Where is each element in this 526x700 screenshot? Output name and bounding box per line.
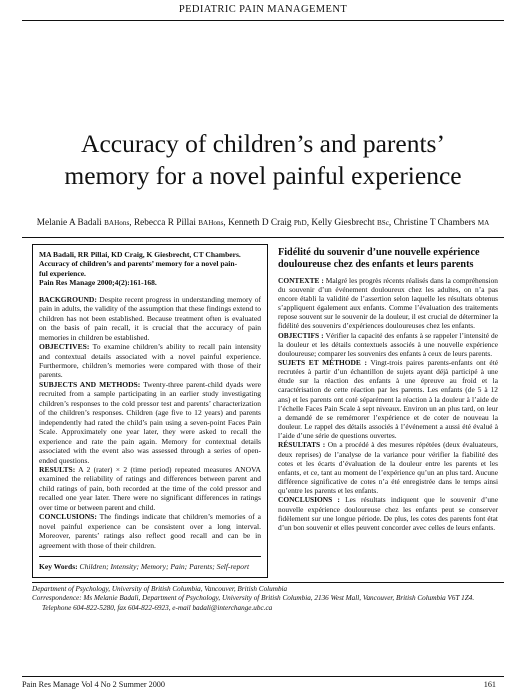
author-degree: BSc: [376, 219, 389, 227]
footnote-rule: [32, 582, 504, 583]
journal-footer: Pain Res Manage Vol 4 No 2 Summer 2000: [22, 680, 165, 689]
abstract-text: A 2 (rater) × 2 (time period) repeated measures ANOVA examined the reliability of ratings and differences between parent and child ratings of pain, both recorded at the time of the cold pressor and recalled one year later. There were no significant differences in ratings over time or between parent and child.: [39, 464, 261, 512]
abstract-text: To examine children’s ability to recall pain intensity and contextual details associated with a novel painful experience. Furthermore, children’s memories were compared with those of their parents.: [39, 342, 261, 380]
citation-line: Pain Res Manage 2000;4(2):161-168.: [39, 278, 157, 288]
french-label: RÉSULTATS :: [278, 440, 326, 450]
abstract-label: OBJECTIVES:: [39, 342, 90, 352]
french-label: CONCLUSIONS :: [278, 495, 340, 505]
author-name: Kenneth D Craig: [228, 218, 292, 228]
french-text: Malgré les progrès récents réalisés dans la compréhension du souvenir d’un événement douloureux chez les adultes, on n’a pas encore établi la validité de l’assertion selon laquelle les résultats obtenus s’appliquent également aux enfants. Comme l’évaluation des traitements repose souvent sur le souvenir de la douleur, il est crucial de déterminer la fidélité des souvenirs d’expériences douloureuses chez les enfants.: [278, 275, 498, 331]
abstract-objectives: [39, 342, 261, 380]
abstract-text: Twenty-three parent-child dyads were recruited from a sample participating in an earlier study investigating children’s responses to the cold pressor test and parents’ characterization of the children’s responses. Children (age five to 12 years) and parents independently had rated the child’s pain using a seven-point Faces Pain Scale. Approximately one year later, they were asked to recall the experience and rate the pain again. Memory for contextual details associated with the event also was assessed through a series of open-ended questions.: [39, 379, 262, 465]
abstract-results: [39, 465, 261, 512]
author-name: Christine T Chambers: [393, 218, 476, 228]
french-contexte: [278, 276, 498, 331]
header-rule: [22, 20, 504, 21]
keywords-label: Key Words:: [39, 562, 78, 572]
authors-rule: [22, 237, 504, 238]
abstract-label: RESULTS:: [39, 464, 76, 474]
section-header: PEDIATRIC PAIN MANAGEMENT: [178, 4, 348, 15]
page-number: 161: [483, 680, 496, 689]
french-conclusions: [278, 495, 498, 532]
citation-line: ful experience.: [39, 268, 86, 278]
title-line-1: Accuracy of children’s and parents’: [81, 129, 445, 158]
french-methode: [278, 358, 498, 440]
author-degree: PhD: [293, 219, 307, 227]
french-resultats: [278, 440, 498, 495]
abstract-background: [39, 295, 261, 342]
abstract-methods: [39, 380, 261, 465]
french-text: Les résultats indiquent que le souvenir d’une nouvelle expérience douloureuse chez les enfants peut se conserver fidèlement sur une longue période. De plus, les cotes des parents font état d’un bon souvenir et elles peuvent concorder avec celles de leurs enfants.: [278, 495, 498, 532]
french-title: Fidélité du souvenir d’une nouvelle expérience douloureuse chez des enfants et leurs parents: [278, 247, 480, 270]
footer-rule: [22, 676, 504, 677]
title-line-2: memory for a novel painful experience: [64, 161, 462, 190]
abstract-label: SUBJECTS AND METHODS:: [39, 379, 141, 389]
author-degree: BAHons: [104, 219, 130, 227]
citation-line: Accuracy of children’s and parents’ memory for a novel pain-: [39, 259, 238, 269]
citation-block: [39, 250, 261, 288]
abstract-conclusions: [39, 512, 261, 550]
author-list: Melanie A Badali BAHons, Rebecca R Pillai BAHons, Kenneth D Craig PhD, Kelly Giesbrecht BSc, Christine T Chambers MA: [36, 218, 490, 228]
author-name: Kelly Giesbrecht: [311, 218, 375, 228]
abstract-text: Despite recent progress in understanding memory of pain in adults, the validity of the assumption that these findings extend to children has not been established. Because treatment often is evaluated on the basis of pain recall, it is crucial that the accuracy of pain memories in children be established.: [39, 294, 261, 342]
author-name: Rebecca R Pillai: [133, 218, 196, 228]
french-text: Vingt-trois paires parents-enfants ont été recrutées à partir d’un échantillon de sujets ayant déjà participé à une étude sur la réaction des enfants à une épreuve au froid et la caractérisation de cette réaction par les parents. Les enfants (de 5 à 12 ans) et les parents ont coté séparément la réaction à la douleur à l’aide de l’échelle Faces Pain Scale à sept niveaux. Environ un an plus tard, on leur a demandé de se remémorer l’expérience et de coter de nouveau la douleur. Le rappel des détails associés à l’événement a aussi été évalué à l’aide d’une série de questions ouvertes.: [278, 358, 498, 441]
french-label: OBJECTIFS :: [278, 330, 324, 340]
article-title: [22, 128, 504, 192]
french-objectifs: [278, 331, 498, 358]
abstract-label: BACKGROUND:: [39, 294, 97, 304]
author-degree: BAHons: [198, 219, 224, 227]
keywords-text: Children; Intensity; Memory; Pain; Parents; Self-report: [77, 562, 250, 572]
abstract-label: CONCLUSIONS:: [39, 512, 97, 522]
french-label: SUJETS ET MÉTHODE :: [278, 358, 367, 367]
contact-info: Telephone 604-822-5280, fax 604-822-6923, e-mail badali@interchange.ubc.ca: [42, 603, 273, 612]
author-degree: MA: [477, 219, 490, 227]
french-text: Vérifier la capacité des enfants à se rappeler l’intensité de la douleur et les détails contextuels associés à une nouvelle expérience douloureuse; comparer les souvenirs des enfants à ceux de leurs parents.: [278, 330, 498, 358]
french-abstract: [274, 244, 502, 578]
citation-line: MA Badali, RR Pillai, KD Craig, K Giesbrecht, CT Chambers.: [39, 250, 241, 259]
author-name: Melanie A Badali: [36, 218, 102, 228]
correspondence: Correspondence: Ms Melanie Badali, Department of Psychology, University of British Columbia, 2136 West Mall, Vancouver, British Columbia V6T 1Z4.: [32, 594, 475, 603]
keywords: [39, 556, 261, 571]
abstract-text: The findings indicate that children’s memories of a novel painful experience can be consistent over a long interval. Moreover, parents’ ratings also reflect good recall and can be in agreement with those of their children.: [39, 512, 261, 550]
french-label: CONTEXTE :: [278, 275, 324, 285]
english-abstract-box: [32, 244, 268, 578]
affiliation: Department of Psychology, University of British Columbia, Vancouver, British Columbia: [32, 585, 288, 593]
footnotes: [32, 585, 512, 613]
french-text: On a procédé à des mesures répétées (deux évaluateurs, deux reprises) de l’analyse de la variance pour vérifier la fiabilité des cotes et les écarts d’évaluation de la douleur entre les parents et les enfants, et ce, tant au moment de l’expérience qu’un an plus tard. Aucune différence significative de cotes n’a été enregistrée dans le temps ainsi qu’entre les parents et les enfants.: [278, 440, 498, 496]
